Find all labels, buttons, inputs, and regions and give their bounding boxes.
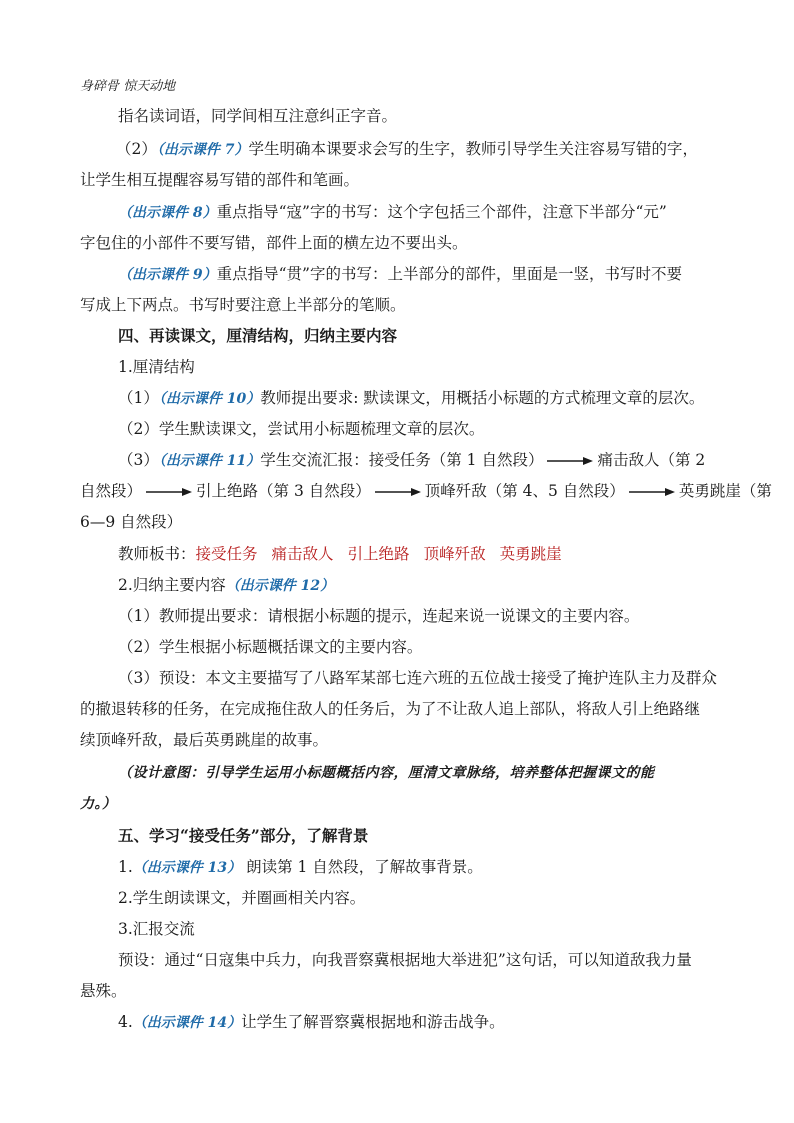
board-item: 顶峰歼敌 <box>423 545 486 563</box>
paragraph-courseware-9-cont: 写成上下两点。书写时要注意上半部分的笔顺。 <box>80 296 406 314</box>
paragraph-text: 自然段） <box>80 482 143 500</box>
paragraph-text: 顶峰歼敌（第 4、5 自然段） <box>424 482 625 500</box>
paragraph-read-words: 指名读词语，同学间相互注意纠正字音。 <box>118 107 398 125</box>
courseware-cue: （出示课件 13） <box>132 860 242 876</box>
paragraph-courseware-8 <box>118 201 667 224</box>
teacher-board-notes <box>118 543 562 565</box>
right-arrow-icon <box>375 487 421 497</box>
step-2-silent-reading: （2）学生默读课文，尝试用小标题梳理文章的层次。 <box>118 420 485 438</box>
item-number: （1） <box>118 389 159 407</box>
subsection-summary-title <box>118 574 334 597</box>
design-intent-cont: 力。） <box>80 796 117 812</box>
header-fragment: 身碎骨 惊天动地 <box>80 79 176 94</box>
board-label: 教师板书： <box>118 545 196 563</box>
paragraph-text: 英勇跳崖（第 <box>678 482 772 500</box>
item-number: （2） <box>116 140 157 158</box>
s5-step-1 <box>118 856 483 879</box>
paragraph-text: 重点指导“寇”字的书写：这个字包括三个部件，注意下半部分“元” <box>216 203 667 221</box>
board-item: 接受任务 <box>195 545 258 563</box>
courseware-cue: （出示课件 12） <box>225 578 335 594</box>
courseware-cue: （出示课件 9） <box>118 267 217 283</box>
courseware-cue: （出示课件 8） <box>118 205 217 221</box>
paragraph-courseware-7 <box>116 138 698 161</box>
paragraph-text: 学生明确本课要求会写的生字，教师引导学生关注容易写错的字， <box>248 140 699 158</box>
paragraph-courseware-9 <box>118 263 682 286</box>
subsection-structure-title: 1.厘清结构 <box>118 358 195 376</box>
step-3-courseware-11-cont2: 6—9 自然段） <box>80 513 183 531</box>
step-3-courseware-11-cont <box>80 480 772 502</box>
paragraph-text: 痛击敌人（第 2 <box>597 451 706 469</box>
s5-preset-cont: 悬殊。 <box>80 982 127 1000</box>
board-item: 英勇跳崖 <box>499 545 562 563</box>
item-number: 4. <box>118 1013 133 1031</box>
paragraph-text: 引上绝路（第 3 自然段） <box>196 482 371 500</box>
paragraph-text: 教师提出要求: 默读课文，用概括小标题的方式梳理文章的层次。 <box>260 389 705 407</box>
section-4-heading: 四、再读课文，厘清结构，归纳主要内容 <box>118 326 398 345</box>
courseware-cue: （出示课件 7） <box>156 142 249 158</box>
s5-step-3: 3.汇报交流 <box>118 920 195 938</box>
courseware-cue: （出示课件 14） <box>132 1015 242 1031</box>
design-intent: （设计意图：引导学生运用小标题概括内容，厘清文章脉络，培养整体把握课文的能 <box>118 765 655 781</box>
summary-step-3: （3）预设：本文主要描写了八路军某部七连六班的五位战士接受了掩护连队主力及群众 <box>118 669 717 687</box>
step-1-courseware-10 <box>118 387 704 410</box>
summary-step-3-cont2: 续顶峰歼敌，最后英勇跳崖的故事。 <box>80 731 329 749</box>
right-arrow-icon <box>629 487 675 497</box>
s5-preset: 预设：通过“日寇集中兵力，向我晋察冀根据地大举进犯”这句话，可以知道敌我力量 <box>118 951 692 969</box>
right-arrow-icon <box>146 487 192 497</box>
item-number: 1. <box>118 858 133 876</box>
summary-step-2: （2）学生根据小标题概括课文的主要内容。 <box>118 638 423 656</box>
subsection-title: 2.归纳主要内容 <box>118 576 226 594</box>
s5-step-2: 2.学生朗读课文，并圈画相关内容。 <box>118 889 366 907</box>
board-item: 引上绝路 <box>347 545 410 563</box>
paragraph-text: 重点指导“贯”字的书写：上半部分的部件，里面是一竖，书写时不要 <box>216 265 682 283</box>
item-number: （3） <box>118 451 159 469</box>
section-5-heading: 五、学习“接受任务”部分，了解背景 <box>118 826 369 845</box>
courseware-cue: （出示课件 10） <box>158 391 261 407</box>
summary-step-3-cont: 的撤退转移的任务，在完成拖住敌人的任务后，为了不让敌人追上部队，将敌人引上绝路继 <box>80 700 701 718</box>
paragraph-courseware-7-cont: 让学生相互提醒容易写错的部件和笔画。 <box>80 171 360 189</box>
step-3-courseware-11 <box>118 449 705 472</box>
paragraph-text: 学生交流汇报：接受任务（第 1 自然段） <box>260 451 544 469</box>
summary-step-1: （1）教师提出要求：请根据小标题的提示，连起来说一说课文的主要内容。 <box>118 607 640 625</box>
courseware-cue: （出示课件 11） <box>158 453 261 469</box>
board-item: 痛击敌人 <box>271 545 334 563</box>
s5-step-4 <box>118 1011 505 1034</box>
paragraph-text: 朗读第 1 自然段，了解故事背景。 <box>241 858 483 876</box>
paragraph-courseware-8-cont: 字包住的小部件不要写错，部件上面的横左边不要出头。 <box>80 234 468 252</box>
right-arrow-icon <box>547 456 593 466</box>
paragraph-text: 让学生了解晋察冀根据地和游击战争。 <box>241 1013 505 1031</box>
